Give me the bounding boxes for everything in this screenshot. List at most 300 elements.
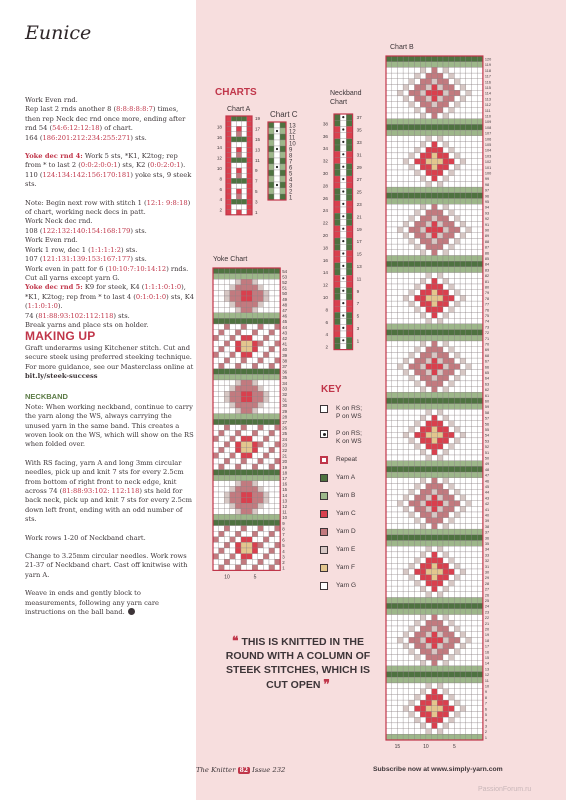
chart-cell xyxy=(263,318,269,324)
chart-cell xyxy=(219,352,225,358)
row-number: 14 xyxy=(322,270,328,276)
chart-cell xyxy=(241,475,247,481)
chart-cell xyxy=(460,626,466,632)
row-number: 18 xyxy=(484,638,490,643)
chart-cell xyxy=(460,569,466,575)
chart-cell xyxy=(334,207,340,213)
chart-cell xyxy=(477,677,483,683)
chart-cell xyxy=(437,734,443,740)
row-number: 105 xyxy=(484,143,492,147)
chart-cell xyxy=(415,387,421,393)
chart-cell xyxy=(409,210,415,216)
chart-cell xyxy=(252,274,258,280)
chart-cell xyxy=(403,427,409,433)
chart-cell xyxy=(477,438,483,444)
chart-cell xyxy=(392,352,398,358)
chart-cell xyxy=(252,346,258,352)
chart-cell xyxy=(472,124,478,130)
chart-cell xyxy=(213,402,219,408)
chart-cell xyxy=(477,290,483,296)
chart-cell xyxy=(449,461,455,467)
chart-cell xyxy=(392,170,398,176)
row-number: 98 xyxy=(484,182,490,187)
chart-cell xyxy=(346,325,352,331)
chart-cell xyxy=(415,301,421,307)
row-number: 9 xyxy=(255,168,258,174)
chart-cell xyxy=(403,712,409,718)
chart-cell xyxy=(472,113,478,119)
chart-cell xyxy=(409,427,415,433)
chart-cell xyxy=(437,233,443,239)
chart-cell xyxy=(437,655,443,661)
chart-cell xyxy=(420,677,426,683)
chart-cell xyxy=(392,392,398,398)
row-number: 76 xyxy=(484,308,490,313)
chart-cell xyxy=(454,409,460,415)
row-number: 88 xyxy=(484,239,490,244)
neckband-chart xyxy=(314,112,370,358)
chart-cell xyxy=(472,672,478,678)
chart-cell xyxy=(432,164,438,170)
chart-cell xyxy=(454,632,460,638)
chart-cell xyxy=(392,290,398,296)
chart-cell xyxy=(397,461,403,467)
row-number: 99 xyxy=(484,177,490,182)
chart-cell xyxy=(437,244,443,250)
chart-cell xyxy=(230,453,236,459)
chart-cell xyxy=(437,626,443,632)
chart-cell xyxy=(437,153,443,159)
chart-cell xyxy=(449,318,455,324)
chart-cell xyxy=(235,537,241,543)
chart-cell xyxy=(397,364,403,370)
chart-cell xyxy=(477,352,483,358)
chart-cell xyxy=(263,559,269,565)
chart-cell xyxy=(472,204,478,210)
chart-cell xyxy=(397,700,403,706)
chart-cell xyxy=(403,478,409,484)
chart-cell xyxy=(443,267,449,273)
chart-cell xyxy=(449,79,455,85)
chart-cell xyxy=(409,62,415,68)
chart-cell xyxy=(415,535,421,541)
chart-cell xyxy=(466,341,472,347)
chart-cell xyxy=(460,130,466,136)
chart-cell xyxy=(460,512,466,518)
chart-cell xyxy=(437,427,443,433)
chart-cell xyxy=(472,176,478,182)
chart-cell xyxy=(226,147,231,152)
chart-cell xyxy=(334,219,340,225)
row-number: 75 xyxy=(484,314,490,318)
chart-cell xyxy=(460,575,466,581)
chart-cell xyxy=(472,347,478,353)
row-number: 112 xyxy=(484,103,491,108)
chart-cell xyxy=(275,475,281,481)
chart-cell xyxy=(454,563,460,569)
chart-cell xyxy=(454,723,460,729)
chart-cell xyxy=(230,324,236,330)
chart-cell xyxy=(454,330,460,336)
chart-cell xyxy=(477,501,483,507)
chart-cell xyxy=(213,290,219,296)
chart-cell xyxy=(258,436,264,442)
chart-cell xyxy=(432,335,438,341)
chart-cell xyxy=(472,136,478,142)
chart-cell xyxy=(230,464,236,470)
chart-cell xyxy=(409,96,415,102)
chart-cell xyxy=(454,324,460,330)
chart-cell xyxy=(340,319,346,325)
chart-cell xyxy=(420,603,426,609)
steek-link[interactable]: bit.ly/steek-success xyxy=(25,371,98,380)
chart-cell xyxy=(460,655,466,661)
chart-cell xyxy=(241,369,247,375)
chart-cell xyxy=(247,498,253,504)
chart-cell xyxy=(460,181,466,187)
chart-cell xyxy=(247,302,253,308)
chart-cell xyxy=(437,341,443,347)
chart-cell xyxy=(443,427,449,433)
row-number: 39 xyxy=(282,352,288,358)
chart-cell xyxy=(224,554,230,560)
chart-cell xyxy=(386,142,392,148)
chart-cell xyxy=(263,453,269,459)
chart-cell xyxy=(224,358,230,364)
chart-cell xyxy=(437,210,443,216)
chart-cell xyxy=(386,62,392,68)
chart-cell xyxy=(460,632,466,638)
chart-cell xyxy=(466,575,472,581)
chart-cell xyxy=(460,113,466,119)
chart-cell xyxy=(386,147,392,153)
chart-cell xyxy=(472,181,478,187)
chart-cell xyxy=(392,723,398,729)
chart-cell xyxy=(392,541,398,547)
chart-cell xyxy=(392,330,398,336)
chart-cell xyxy=(426,290,432,296)
chart-cell xyxy=(397,666,403,672)
chart-cell xyxy=(241,498,247,504)
row-number: 82 xyxy=(484,274,490,279)
chart-cell xyxy=(466,227,472,233)
chart-cell xyxy=(449,62,455,68)
chart-cell xyxy=(263,425,269,431)
chart-cell xyxy=(460,90,466,96)
chart-cell xyxy=(403,176,409,182)
close-quote-icon: ❞ xyxy=(323,677,330,691)
chart-cell xyxy=(275,436,281,442)
chart-cell xyxy=(224,559,230,565)
chart-cell xyxy=(242,152,247,157)
chart-cell xyxy=(397,655,403,661)
chart-cell xyxy=(263,498,269,504)
instr-line: 110 (124:134:142:156:170:181) yoke sts, 9 steek sts. xyxy=(25,170,192,189)
chart-cell xyxy=(432,216,438,222)
chart-cell xyxy=(392,67,398,73)
chart-cell xyxy=(466,290,472,296)
chart-cell xyxy=(258,464,264,470)
chart-cell xyxy=(242,132,247,137)
chart-cell xyxy=(242,158,247,163)
chart-cell xyxy=(397,620,403,626)
chart-cell xyxy=(252,492,258,498)
chart-cell xyxy=(226,132,231,137)
chart-cell xyxy=(247,520,253,526)
chart-cell xyxy=(454,284,460,290)
chart-cell xyxy=(415,79,421,85)
chart-cell xyxy=(443,672,449,678)
chart-cell xyxy=(443,370,449,376)
chart-cell xyxy=(449,432,455,438)
chart-cell xyxy=(230,318,236,324)
chart-cell xyxy=(415,603,421,609)
chart-cell xyxy=(269,486,275,492)
chart-cell xyxy=(231,194,236,199)
row-number: 25 xyxy=(484,599,490,603)
chart-cell xyxy=(269,408,275,414)
chart-cell xyxy=(252,453,258,459)
row-number: 67 xyxy=(484,359,490,364)
chart-cell xyxy=(386,694,392,700)
chart-cell xyxy=(454,586,460,592)
chart-cell xyxy=(449,67,455,73)
chart-cell xyxy=(235,324,241,330)
chart-cell xyxy=(477,427,483,433)
chart-cell xyxy=(403,244,409,250)
chart-cell xyxy=(449,261,455,267)
chart-cell xyxy=(415,164,421,170)
chart-cell xyxy=(443,301,449,307)
chart-cell xyxy=(443,478,449,484)
chart-cell xyxy=(449,729,455,735)
chart-cell xyxy=(258,341,264,347)
chart-cell xyxy=(466,370,472,376)
chart-cell xyxy=(409,563,415,569)
chart-cell xyxy=(432,535,438,541)
chart-cell xyxy=(437,267,443,273)
row-number: 22 xyxy=(282,448,288,453)
chart-cell xyxy=(409,142,415,148)
magazine-name: The Knitter xyxy=(196,766,236,774)
chart-cell xyxy=(466,649,472,655)
chart-cell xyxy=(403,107,409,113)
chart-cell xyxy=(454,677,460,683)
chart-cell xyxy=(420,712,426,718)
chart-cell xyxy=(275,358,281,364)
chart-cell xyxy=(472,643,478,649)
chart-cell xyxy=(415,712,421,718)
row-number: 10 xyxy=(282,515,288,521)
instructions-text xyxy=(25,96,195,618)
chart-cell xyxy=(437,318,443,324)
row-number: 110 xyxy=(484,114,491,119)
row-number: 18 xyxy=(216,124,222,130)
row-number: 48 xyxy=(484,467,490,472)
chart-cell xyxy=(420,529,426,535)
chart-cell xyxy=(397,706,403,712)
chart-cell xyxy=(252,548,258,554)
chart-cell xyxy=(415,381,421,387)
chart-cell xyxy=(392,176,398,182)
chart-cell xyxy=(392,364,398,370)
chart-cell xyxy=(392,415,398,421)
chart-cell xyxy=(230,520,236,526)
chart-cell xyxy=(403,575,409,581)
chart-cell xyxy=(477,603,483,609)
chart-cell xyxy=(415,598,421,604)
chart-cell xyxy=(460,706,466,712)
chart-cell xyxy=(443,187,449,193)
chart-cell xyxy=(415,352,421,358)
chart-cell xyxy=(437,290,443,296)
chart-cell xyxy=(403,147,409,153)
chart-cell xyxy=(432,153,438,159)
chart-cell xyxy=(449,672,455,678)
chart-cell xyxy=(443,147,449,153)
chart-cell xyxy=(443,432,449,438)
chart-cell xyxy=(426,563,432,569)
chart-cell xyxy=(230,302,236,308)
chart-cell xyxy=(247,296,253,302)
chart-cell xyxy=(426,626,432,632)
chart-cell xyxy=(454,176,460,182)
chart-cell xyxy=(415,284,421,290)
chart-cell xyxy=(230,391,236,397)
chart-cell xyxy=(263,548,269,554)
chart-cell xyxy=(269,425,275,431)
chart-cell xyxy=(397,672,403,678)
instr-line: Change to 3.25mm circular needles. Work rows 21-37 of Neckband chart. Cast off knitwise with yarn A. xyxy=(25,552,188,579)
chart-cell xyxy=(241,408,247,414)
chart-cell xyxy=(403,626,409,632)
chart-cell xyxy=(437,170,443,176)
chart-cell xyxy=(258,481,264,487)
chart-cell xyxy=(386,723,392,729)
chart-cell xyxy=(454,96,460,102)
chart-cell xyxy=(392,199,398,205)
chart-cell xyxy=(397,370,403,376)
chart-cell xyxy=(477,85,483,91)
chart-cell xyxy=(280,134,286,140)
chart-cell xyxy=(437,176,443,182)
chart-cell xyxy=(280,152,286,158)
chart-cell xyxy=(235,397,241,403)
row-number: 7 xyxy=(356,301,360,307)
row-number: 2 xyxy=(219,207,222,213)
chart-cell xyxy=(213,358,219,364)
chart-cell xyxy=(392,427,398,433)
chart-cell xyxy=(409,501,415,507)
chart-cell xyxy=(466,432,472,438)
chart-cell xyxy=(449,484,455,490)
chart-cell xyxy=(443,626,449,632)
chart-cell xyxy=(437,672,443,678)
chart-cell xyxy=(443,130,449,136)
chart-cell xyxy=(466,159,472,165)
chart-cell xyxy=(386,666,392,672)
chart-cell xyxy=(432,130,438,136)
chart-cell xyxy=(397,427,403,433)
chart-cell xyxy=(443,324,449,330)
chart-cell xyxy=(432,461,438,467)
chart-cell xyxy=(454,620,460,626)
chart-cell xyxy=(269,548,275,554)
chart-cell xyxy=(472,478,478,484)
chart-cell xyxy=(241,324,247,330)
chart-cell xyxy=(426,529,432,535)
chart-cell xyxy=(426,284,432,290)
chart-cell xyxy=(275,458,281,464)
chart-cell xyxy=(219,374,225,380)
chart-cell xyxy=(397,358,403,364)
chart-cell xyxy=(397,227,403,233)
chart-cell xyxy=(449,284,455,290)
chart-cell xyxy=(275,274,281,280)
chart-cell xyxy=(454,455,460,461)
chart-cell xyxy=(460,603,466,609)
chart-cell xyxy=(426,660,432,666)
chart-cell xyxy=(415,187,421,193)
chart-cell xyxy=(432,472,438,478)
end-mark-icon xyxy=(128,608,135,615)
chart-cell xyxy=(409,529,415,535)
purl-dot xyxy=(276,166,278,168)
chart-cell xyxy=(426,124,432,130)
chart-cell xyxy=(460,432,466,438)
chart-cell xyxy=(219,279,225,285)
row-number: 26 xyxy=(322,195,328,201)
chart-cell xyxy=(397,455,403,461)
chart-cell xyxy=(420,563,426,569)
chart-cell xyxy=(420,261,426,267)
chart-cell xyxy=(263,481,269,487)
chart-cell xyxy=(449,210,455,216)
chart-cell xyxy=(346,281,352,287)
chart-cell xyxy=(432,706,438,712)
chart-cell xyxy=(269,302,275,308)
chart-cell xyxy=(432,712,438,718)
chart-cell xyxy=(443,90,449,96)
key-label: Yarn B xyxy=(336,492,356,499)
chart-cell xyxy=(247,531,253,537)
chart-cell xyxy=(392,580,398,586)
chart-cell xyxy=(409,164,415,170)
chart-cell xyxy=(415,318,421,324)
chart-cell xyxy=(460,96,466,102)
chart-cell xyxy=(247,363,253,369)
chart-cell xyxy=(231,142,236,147)
chart-cell xyxy=(415,529,421,535)
chart-cell xyxy=(477,256,483,262)
chart-cell xyxy=(472,512,478,518)
chart-cell xyxy=(230,458,236,464)
chart-cell xyxy=(466,181,472,187)
chart-cell xyxy=(426,244,432,250)
chart-cell xyxy=(213,492,219,498)
chart-cell xyxy=(472,387,478,393)
subscribe-link[interactable]: Subscribe now at www.simply-yarn.com xyxy=(373,766,503,773)
chart-cell xyxy=(247,442,253,448)
chart-cell xyxy=(437,364,443,370)
chart-cell xyxy=(269,559,275,565)
chart-cell xyxy=(409,478,415,484)
chart-cell xyxy=(449,295,455,301)
row-number: 17 xyxy=(282,476,288,481)
chart-cell xyxy=(397,689,403,695)
chart-cell xyxy=(437,609,443,615)
chart-cell xyxy=(403,489,409,495)
